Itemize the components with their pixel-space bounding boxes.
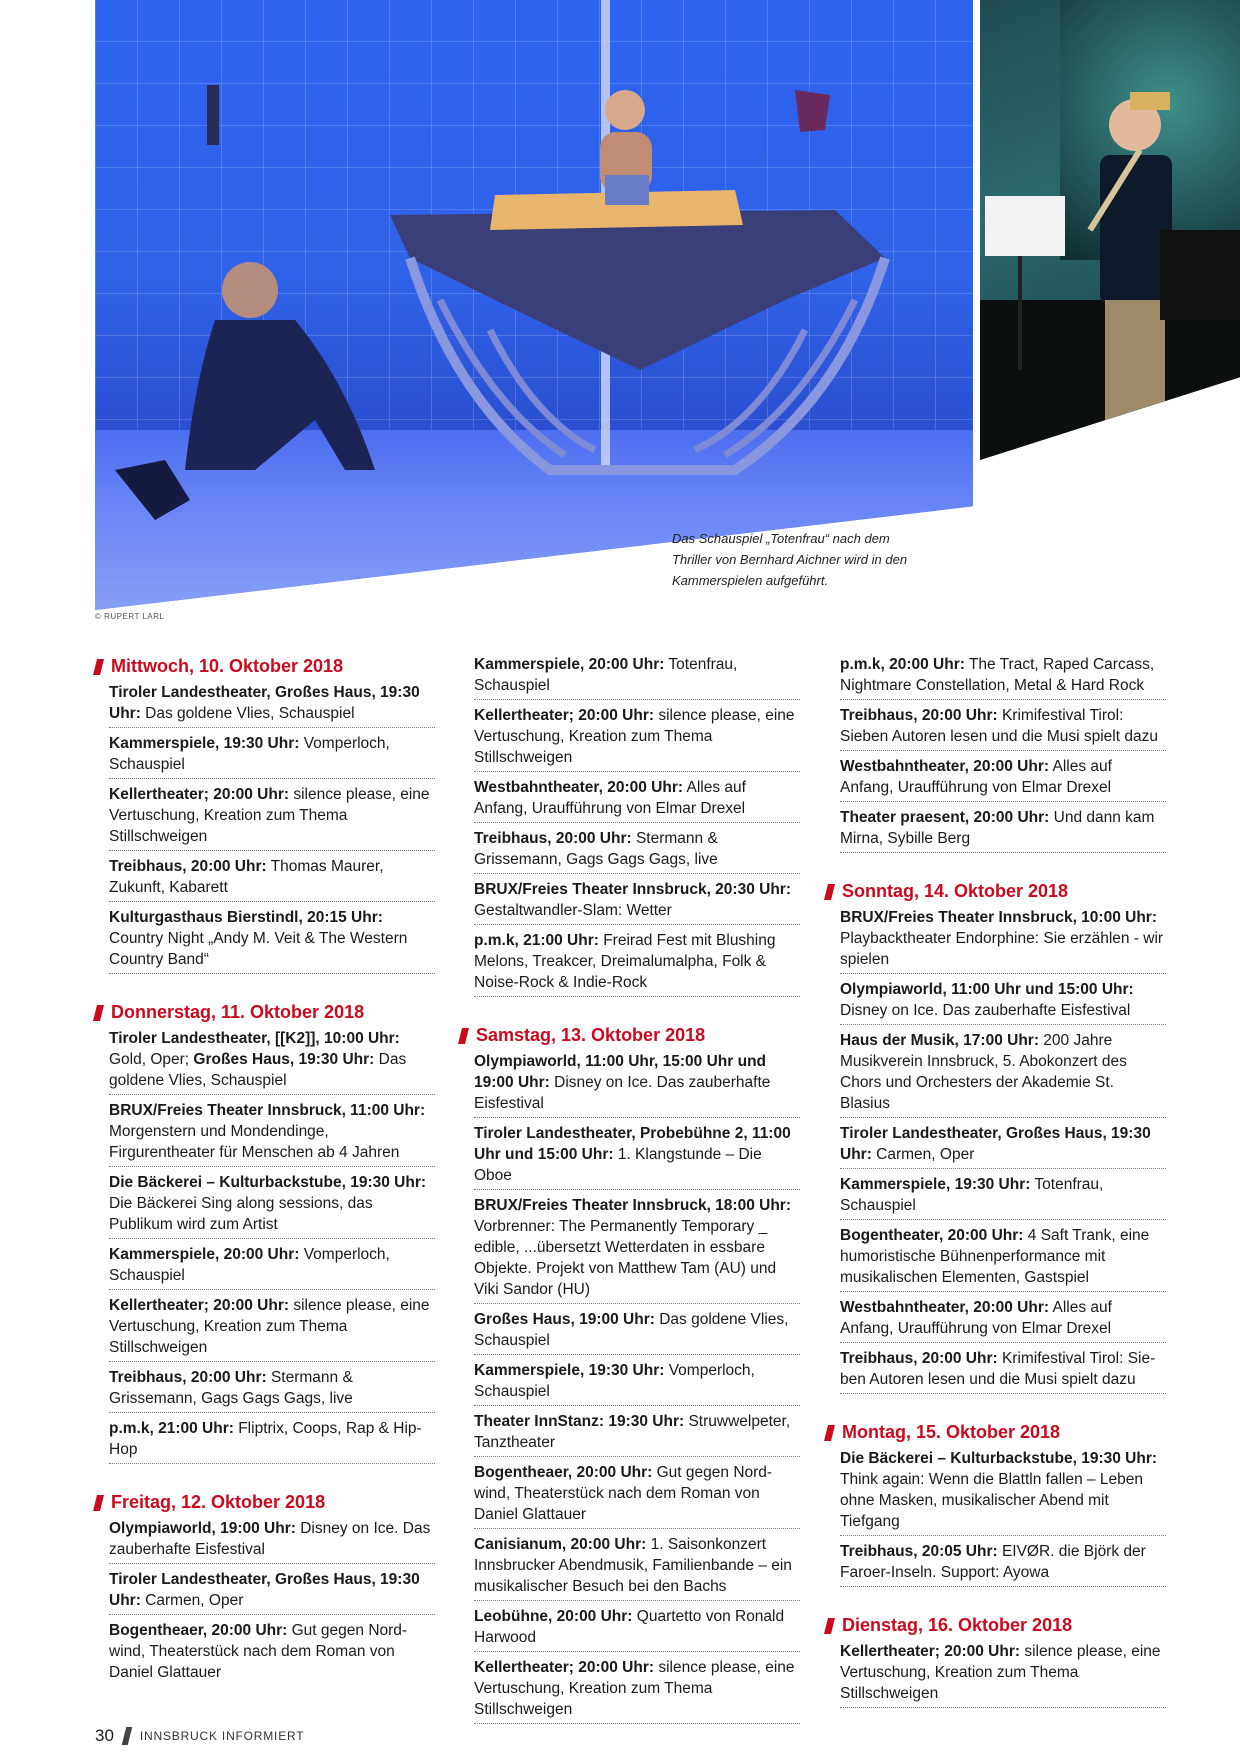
- event-entry: Die Bäckerei – Kulturbackstube, 19:30 Uhr: Die Bäckerei Sing along sessions, das Publikum wird zum Artist: [109, 1170, 435, 1239]
- slash-marker: [93, 1005, 104, 1021]
- event-entry: Großes Haus, 19:00 Uhr: Das goldene Vlies, Schauspiel: [474, 1307, 800, 1355]
- musician-photo: [980, 0, 1240, 460]
- footer-slash: [122, 1727, 132, 1745]
- slash-marker: [458, 1028, 469, 1044]
- event-entry: Tiroler Landestheater, Großes Haus, 19:30 Uhr: Das goldene Vlies, Schauspiel: [109, 680, 435, 728]
- column-2: [460, 652, 800, 1727]
- event-entry: Kellertheater; 20:00 Uhr: silence please, eine Vertuschung, Kreation zum Thema Stillschweigen: [840, 1639, 1166, 1708]
- slash-marker: [93, 659, 104, 675]
- column-1: [95, 652, 435, 1689]
- page-number: 30: [95, 1726, 114, 1745]
- photo-credit: © RUPERT LARL: [95, 612, 165, 621]
- day-title: Donnerstag, 11. Oktober 2018: [95, 1000, 435, 1024]
- day-section: [826, 1420, 1166, 1587]
- event-entry: Die Bäckerei – Kulturbackstube, 19:30 Uhr: Think again: Wenn die Blattln fallen – Leben ohne Masken, musikalischer Abend mit Tiefgang: [840, 1446, 1166, 1536]
- day-title: Samstag, 13. Oktober 2018: [460, 1023, 800, 1047]
- event-entry: Tiroler Landestheater, Großes Haus, 19:30 Uhr: Carmen, Oper: [109, 1567, 435, 1615]
- photo-caption: Das Schauspiel „Totenfrau“ nach dem Thriller von Bernhard Aichner wird in den Kammerspielen aufgeführt.: [672, 531, 908, 588]
- event-entry: Westbahntheater, 20:00 Uhr: Alles auf Anfang, Uraufführung von Elmar Drexel: [840, 1295, 1166, 1343]
- day-section: [826, 1613, 1166, 1708]
- event-entry: Kellertheater; 20:00 Uhr: silence please, eine Vertuschung, Kreation zum Thema Stillschweigen: [474, 1655, 800, 1724]
- event-entry: Kammerspiele, 20:00 Uhr: Totenfrau, Schauspiel: [474, 652, 800, 700]
- event-entry: Canisianum, 20:00 Uhr: 1. Saisonkonzert Innsbrucker Abendmusik, Familienbande – ein musikalischer Besuch bei den Bachs: [474, 1532, 800, 1601]
- publication-name: INNSBRUCK INFORMIERT: [139, 1729, 305, 1743]
- event-entry: Tiroler Landestheater, [[K2]], 10:00 Uhr: Gold, Oper; Großes Haus, 19:30 Uhr: Das goldene Vlies, Schauspiel: [109, 1026, 435, 1095]
- event-entry: Olympiaworld, 19:00 Uhr: Disney on Ice. Das zauberhafte Eisfestival: [109, 1516, 435, 1564]
- event-entry: Kammerspiele, 19:30 Uhr: Vomperloch, Schauspiel: [474, 1358, 800, 1406]
- event-entry: Tiroler Landestheater, Großes Haus, 19:30 Uhr: Carmen, Oper: [840, 1121, 1166, 1169]
- event-entry: BRUX/Freies Theater Innsbruck, 18:00 Uhr: Vorbrenner: The Permanently Temporary _ edible, ...übersetzt Wetterdaten in essbare Objekte. Projekt von Matthew Tam (AU) und Viki Sandor (HU): [474, 1193, 800, 1304]
- event-entry: p.m.k, 21:00 Uhr: Fliptrix, Coops, Rap & Hip-Hop: [109, 1416, 435, 1464]
- day-section: [95, 654, 435, 974]
- day-section: [460, 652, 800, 997]
- day-section: [95, 1000, 435, 1464]
- day-section: [826, 652, 1166, 853]
- slash-marker: [824, 1618, 835, 1634]
- event-entry: Leobühne, 20:00 Uhr: Quartetto von Ronald Harwood: [474, 1604, 800, 1652]
- column-3: [826, 652, 1166, 1711]
- day-title: Sonntag, 14. Oktober 2018: [826, 879, 1166, 903]
- event-entry: Kammerspiele, 19:30 Uhr: Totenfrau, Schauspiel: [840, 1172, 1166, 1220]
- event-entry: Olympiaworld, 11:00 Uhr, 15:00 Uhr und 19:00 Uhr: Disney on Ice. Das zauberhafte Eisfestival: [474, 1049, 800, 1118]
- day-section: [826, 879, 1166, 1394]
- event-entry: Kammerspiele, 20:00 Uhr: Vomperloch, Schauspiel: [109, 1242, 435, 1290]
- day-title: Montag, 15. Oktober 2018: [826, 1420, 1166, 1444]
- day-section: [460, 1023, 800, 1724]
- event-entry: BRUX/Freies Theater Innsbruck, 11:00 Uhr: Morgenstern und Mondendinge, Firgurentheater für Menschen ab 4 Jahren: [109, 1098, 435, 1167]
- slash-marker: [93, 1495, 104, 1511]
- event-entry: p.m.k, 20:00 Uhr: The Tract, Raped Carcass, Nightmare Constellation, Metal & Hard Rock: [840, 652, 1166, 700]
- event-entry: Treibhaus, 20:00 Uhr: Thomas Maurer, Zukunft, Kabarett: [109, 854, 435, 902]
- day-section: [95, 1490, 435, 1686]
- event-entry: p.m.k, 21:00 Uhr: Freirad Fest mit Blushing Melons, Treakcer, Dreimalumalpha, Folk & Noise-Rock & Indie-Rock: [474, 928, 800, 997]
- event-entry: Haus der Musik, 17:00 Uhr: 200 Jahre Musikverein Innsbruck, 5. Abokonzert des Chors und Orchesters der Akademie St. Blasius: [840, 1028, 1166, 1118]
- page-footer: [95, 1726, 304, 1746]
- day-title: Dienstag, 16. Oktober 2018: [826, 1613, 1166, 1637]
- event-entry: Westbahntheater, 20:00 Uhr: Alles auf Anfang, Uraufführung von Elmar Drexel: [474, 775, 800, 823]
- event-entry: Treibhaus, 20:00 Uhr: Stermann & Grissemann, Gags Gags Gags, live: [109, 1365, 435, 1413]
- event-entry: Kammerspiele, 19:30 Uhr: Vomperloch, Schauspiel: [109, 731, 435, 779]
- event-entry: Kulturgasthaus Bierstindl, 20:15 Uhr: Country Night „Andy M. Veit & The Western Country Band“: [109, 905, 435, 974]
- event-entry: Olympiaworld, 11:00 Uhr und 15:00 Uhr: Disney on Ice. Das zauberhafte Eisfestival: [840, 977, 1166, 1025]
- event-entry: Treibhaus, 20:05 Uhr: EIVØR. die Björk der Faroer-Inseln. Support: Ayowa: [840, 1539, 1166, 1587]
- event-entry: Treibhaus, 20:00 Uhr: Krimifestival Tirol: Sie-ben Autoren lesen und die Musi spielt dazu: [840, 1346, 1166, 1394]
- event-entry: Treibhaus, 20:00 Uhr: Krimifestival Tirol: Sieben Autoren lesen und die Musi spielt dazu: [840, 703, 1166, 751]
- photo-area: [0, 0, 1240, 640]
- event-entry: Theater praesent, 20:00 Uhr: Und dann kam Mirna, Sybille Berg: [840, 805, 1166, 853]
- event-entry: BRUX/Freies Theater Innsbruck, 20:30 Uhr: Gestaltwandler-Slam: Wetter: [474, 877, 800, 925]
- day-title: Mittwoch, 10. Oktober 2018: [95, 654, 435, 678]
- day-title: Freitag, 12. Oktober 2018: [95, 1490, 435, 1514]
- slash-marker: [824, 1425, 835, 1441]
- event-entry: Kellertheater; 20:00 Uhr: silence please, eine Vertuschung, Kreation zum Thema Stillschweigen: [109, 1293, 435, 1362]
- event-entry: BRUX/Freies Theater Innsbruck, 10:00 Uhr: Playbacktheater Endorphine: Sie erzählen - wir spielen: [840, 905, 1166, 974]
- event-entry: Westbahntheater, 20:00 Uhr: Alles auf Anfang, Uraufführung von Elmar Drexel: [840, 754, 1166, 802]
- event-entry: Bogentheater, 20:00 Uhr: 4 Saft Trank, eine humoristische Bühnenperformance mit musikalischen Elementen, Gastspiel: [840, 1223, 1166, 1292]
- stage-photo: [95, 0, 973, 610]
- event-entry: Treibhaus, 20:00 Uhr: Stermann & Grissemann, Gags Gags Gags, live: [474, 826, 800, 874]
- slash-marker: [824, 884, 835, 900]
- event-entry: Kellertheater; 20:00 Uhr: silence please, eine Vertuschung, Kreation zum Thema Stillschweigen: [474, 703, 800, 772]
- event-entry: Kellertheater; 20:00 Uhr: silence please, eine Vertuschung, Kreation zum Thema Stillschweigen: [109, 782, 435, 851]
- event-entry: Bogentheaer, 20:00 Uhr: Gut gegen Nord-wind, Theaterstück nach dem Roman von Daniel Glattauer: [474, 1460, 800, 1529]
- event-entry: Tiroler Landestheater, Probebühne 2, 11:00 Uhr und 15:00 Uhr: 1. Klangstunde – Die Oboe: [474, 1121, 800, 1190]
- event-entry: Bogentheaer, 20:00 Uhr: Gut gegen Nord-wind, Theaterstück nach dem Roman von Daniel Glattauer: [109, 1622, 408, 1681]
- event-entry: Theater InnStanz: 19:30 Uhr: Struwwelpeter, Tanztheater: [474, 1409, 800, 1457]
